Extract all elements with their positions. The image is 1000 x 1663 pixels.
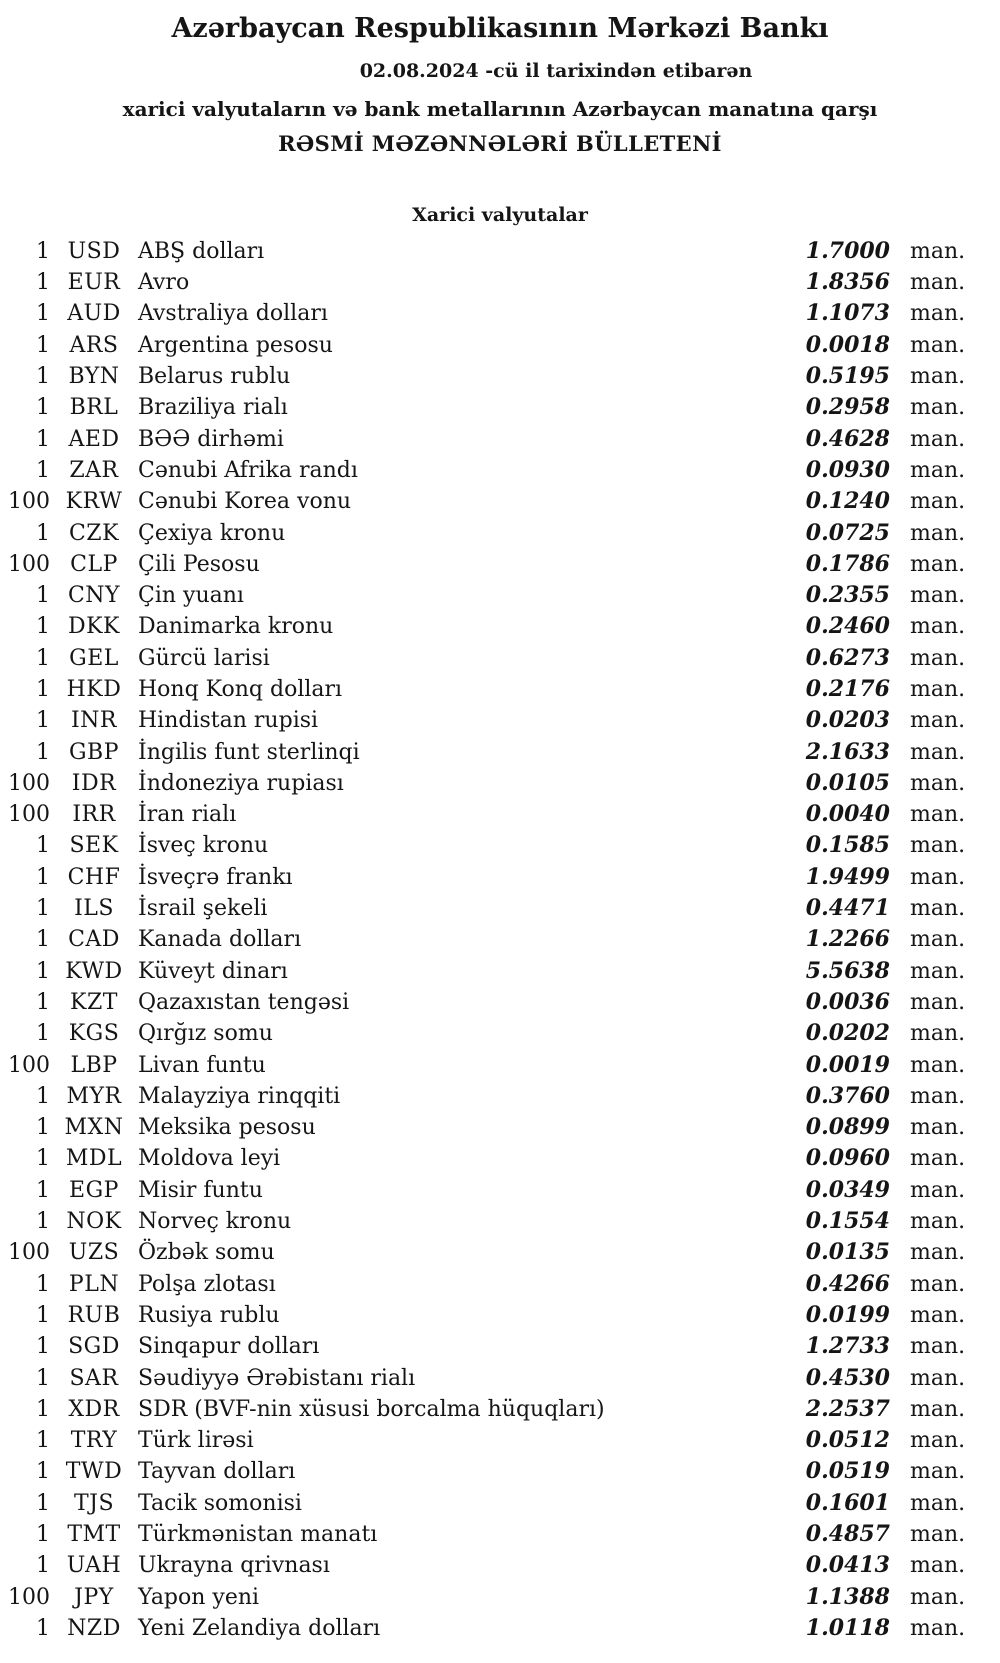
- currency-code-cell: BYN: [68, 364, 120, 390]
- rate-cell: 0.4857: [805, 1521, 890, 1547]
- rate-cell: 0.1240: [805, 488, 890, 515]
- currency-row: [0, 768, 1000, 799]
- currency-row: [0, 1018, 1000, 1049]
- rate-cell: 0.0512: [805, 1427, 890, 1454]
- quantity-cell: 1: [36, 583, 50, 609]
- currency-code-cell: NOK: [66, 1209, 122, 1235]
- unit-cell: man.: [910, 676, 966, 702]
- unit-cell: man.: [910, 1209, 966, 1235]
- rate-cell: 1.8356: [805, 269, 890, 296]
- unit-cell: man.: [910, 739, 966, 765]
- currency-code-cell: KWD: [65, 958, 123, 984]
- unit-cell: man.: [910, 1396, 966, 1422]
- quantity-cell: 1: [36, 1271, 50, 1297]
- currency-name-cell: SDR (BVF-nin xüsusi borcalma hüquqları): [138, 1396, 605, 1422]
- rate-cell: 0.5195: [805, 363, 890, 390]
- unit-cell: man.: [910, 551, 966, 577]
- rate-cell: 1.7000: [805, 237, 890, 264]
- unit-cell: man.: [910, 833, 966, 859]
- currency-name-cell: Türk lirəsi: [138, 1428, 254, 1454]
- currency-name-cell: Kanada dolları: [138, 927, 302, 953]
- unit-cell: man.: [910, 708, 966, 734]
- currency-row: [0, 862, 1000, 893]
- currency-name-cell: Meksika pesosu: [138, 1115, 316, 1141]
- currency-row: [0, 830, 1000, 861]
- unit-cell: man.: [910, 645, 966, 671]
- rate-cell: 0.0040: [805, 801, 890, 828]
- currency-code-cell: USD: [67, 238, 121, 264]
- rate-cell: 0.0105: [805, 769, 890, 796]
- currency-code-cell: KZT: [70, 989, 118, 1015]
- currency-name-cell: İsveç kronu: [138, 833, 269, 859]
- rate-cell: 0.4471: [805, 895, 890, 922]
- currency-name-cell: Honq Konq dolları: [138, 676, 343, 702]
- quantity-cell: 1: [36, 1428, 50, 1454]
- rate-cell: 0.0899: [805, 1114, 890, 1141]
- bulletin-official-title: RƏSMİ MƏZƏNNƏLƏRİ BÜLLETENİ: [278, 130, 722, 156]
- currency-row: [0, 1550, 1000, 1581]
- quantity-cell: 1: [36, 927, 50, 953]
- unit-cell: man.: [910, 1584, 966, 1610]
- currency-code-cell: UAH: [66, 1553, 122, 1579]
- currency-name-cell: Moldova leyi: [138, 1146, 281, 1172]
- quantity-cell: 1: [36, 864, 50, 890]
- quantity-cell: 1: [36, 1334, 50, 1360]
- currency-code-cell: JPY: [74, 1584, 114, 1610]
- rate-cell: 0.4530: [805, 1364, 890, 1391]
- bulletin-subtitle: xarici valyutaların və bank metallarının Azərbaycan manatına qarşı: [122, 96, 878, 121]
- rate-cell: 0.0413: [805, 1552, 890, 1579]
- unit-cell: man.: [910, 270, 966, 296]
- currency-code-cell: SGD: [68, 1334, 120, 1360]
- rate-cell: 0.6273: [805, 644, 890, 671]
- rate-cell: 1.0118: [805, 1614, 890, 1641]
- unit-cell: man.: [910, 896, 966, 922]
- currency-row: [0, 1394, 1000, 1425]
- quantity-cell: 1: [36, 1177, 50, 1203]
- currency-row: [0, 611, 1000, 642]
- currency-name-cell: İsrail şekeli: [138, 896, 268, 922]
- unit-cell: man.: [910, 1615, 966, 1641]
- rate-cell: 0.4628: [805, 425, 890, 452]
- currency-row: [0, 1456, 1000, 1487]
- currency-row: [0, 799, 1000, 830]
- currency-code-cell: EUR: [67, 270, 121, 296]
- currency-row: [0, 956, 1000, 987]
- currency-row: [0, 549, 1000, 580]
- currency-name-cell: Yapon yeni: [138, 1584, 260, 1610]
- currency-name-cell: Küveyt dinarı: [138, 958, 288, 984]
- currency-code-cell: CNY: [67, 583, 121, 609]
- currency-name-cell: ABŞ dolları: [138, 238, 265, 264]
- currency-row: [0, 705, 1000, 736]
- rate-cell: 0.0018: [805, 331, 890, 358]
- currency-name-cell: Tayvan dolları: [138, 1459, 296, 1485]
- unit-cell: man.: [910, 1428, 966, 1454]
- currency-name-cell: İndoneziya rupiası: [138, 770, 344, 796]
- quantity-cell: 1: [36, 1365, 50, 1391]
- currency-code-cell: TJS: [73, 1490, 115, 1516]
- rate-cell: 2.2537: [805, 1395, 890, 1422]
- quantity-cell: 1: [36, 520, 50, 546]
- quantity-cell: 1: [36, 364, 50, 390]
- rate-cell: 0.1554: [805, 1208, 890, 1235]
- currency-code-cell: GEL: [69, 645, 119, 671]
- currency-name-cell: Gürcü larisi: [138, 645, 270, 671]
- currency-rate-table: [0, 236, 1000, 1644]
- currency-row: [0, 1269, 1000, 1300]
- currency-name-cell: Avro: [138, 270, 190, 296]
- unit-cell: man.: [910, 1083, 966, 1109]
- currency-name-cell: İsveçrə frankı: [138, 864, 293, 890]
- rate-cell: 0.0036: [805, 988, 890, 1015]
- currency-code-cell: AED: [68, 426, 120, 452]
- currency-name-cell: Norveç kronu: [138, 1209, 292, 1235]
- currency-code-cell: IDR: [71, 770, 117, 796]
- currency-name-cell: Danimarka kronu: [138, 614, 334, 640]
- bank-title: Azərbaycan Respublikasının Mərkəzi Bankı: [171, 13, 829, 44]
- currency-row: [0, 1050, 1000, 1081]
- rate-cell: 0.2355: [805, 582, 890, 609]
- currency-row: [0, 1081, 1000, 1112]
- quantity-cell: 1: [36, 645, 50, 671]
- unit-cell: man.: [910, 457, 966, 483]
- section-title-foreign-currencies: Xarici valyutalar: [412, 204, 588, 227]
- currency-code-cell: AUD: [67, 301, 121, 327]
- currency-name-cell: Çin yuanı: [138, 583, 244, 609]
- rate-cell: 0.0135: [805, 1239, 890, 1266]
- currency-code-cell: TMT: [67, 1522, 121, 1547]
- currency-code-cell: MDL: [65, 1146, 123, 1172]
- rate-cell: 0.0519: [805, 1458, 890, 1485]
- currency-row: [0, 330, 1000, 361]
- currency-row: [0, 580, 1000, 611]
- unit-cell: man.: [910, 238, 966, 264]
- currency-row: [0, 674, 1000, 705]
- currency-code-cell: NZD: [67, 1615, 121, 1641]
- rate-cell: 1.9499: [805, 863, 890, 890]
- unit-cell: man.: [910, 770, 966, 796]
- currency-row: [0, 236, 1000, 267]
- currency-row: [0, 1175, 1000, 1206]
- quantity-cell: 100: [8, 489, 50, 515]
- unit-cell: man.: [910, 1177, 966, 1203]
- currency-row: [0, 392, 1000, 423]
- quantity-cell: 100: [8, 551, 50, 577]
- quantity-cell: 1: [36, 739, 50, 765]
- currency-name-cell: Tacik somonisi: [138, 1490, 302, 1516]
- unit-cell: man.: [910, 1302, 966, 1328]
- quantity-cell: 1: [36, 332, 50, 358]
- currency-row: [0, 1488, 1000, 1519]
- currency-name-cell: İngilis funt sterlinqi: [138, 739, 360, 765]
- currency-row: [0, 486, 1000, 517]
- currency-code-cell: CZK: [68, 520, 120, 546]
- currency-code-cell: KRW: [65, 489, 123, 515]
- currency-row: [0, 267, 1000, 298]
- unit-cell: man.: [910, 1021, 966, 1047]
- currency-row: [0, 1613, 1000, 1644]
- currency-name-cell: Belarus rublu: [138, 364, 291, 390]
- quantity-cell: 1: [36, 708, 50, 734]
- rate-cell: 0.1601: [805, 1489, 890, 1516]
- rate-cell: 0.0203: [805, 707, 890, 734]
- currency-name-cell: BƏƏ dirhəmi: [138, 426, 284, 452]
- unit-cell: man.: [910, 426, 966, 452]
- currency-row: [0, 455, 1000, 486]
- rate-cell: 0.0202: [805, 1020, 890, 1047]
- quantity-cell: 1: [36, 676, 50, 702]
- currency-code-cell: IRR: [72, 802, 116, 828]
- currency-code-cell: SEK: [69, 833, 119, 859]
- quantity-cell: 1: [36, 1021, 50, 1047]
- unit-cell: man.: [910, 489, 966, 515]
- quantity-cell: 1: [36, 1396, 50, 1422]
- quantity-cell: 100: [8, 802, 50, 828]
- currency-code-cell: PLN: [68, 1271, 120, 1297]
- quantity-cell: 1: [36, 426, 50, 452]
- unit-cell: man.: [910, 301, 966, 327]
- currency-code-cell: BRL: [69, 395, 119, 421]
- currency-row: [0, 893, 1000, 924]
- quantity-cell: 1: [36, 238, 50, 264]
- currency-name-cell: Misir funtu: [138, 1177, 263, 1203]
- quantity-cell: 1: [36, 395, 50, 421]
- unit-cell: man.: [910, 989, 966, 1015]
- quantity-cell: 1: [36, 1115, 50, 1141]
- quantity-cell: 100: [8, 1240, 50, 1266]
- currency-code-cell: INR: [70, 708, 117, 734]
- unit-cell: man.: [910, 520, 966, 546]
- currency-row: [0, 298, 1000, 329]
- unit-cell: man.: [910, 1146, 966, 1172]
- currency-name-cell: Səudiyyə Ərəbistanı rialı: [138, 1365, 416, 1391]
- currency-code-cell: TWD: [65, 1459, 123, 1485]
- currency-code-cell: GBP: [68, 739, 120, 765]
- currency-code-cell: UZS: [68, 1240, 120, 1266]
- currency-code-cell: CLP: [70, 551, 118, 577]
- currency-row: [0, 518, 1000, 549]
- quantity-cell: 1: [36, 270, 50, 296]
- currency-row: [0, 737, 1000, 768]
- currency-name-cell: İran rialı: [138, 802, 237, 828]
- currency-code-cell: MYR: [66, 1083, 122, 1109]
- rate-cell: 0.0349: [805, 1176, 890, 1203]
- unit-cell: man.: [910, 1459, 966, 1485]
- currency-name-cell: Polşa zlotası: [138, 1271, 276, 1297]
- currency-code-cell: CAD: [68, 927, 120, 953]
- quantity-cell: 1: [36, 958, 50, 984]
- rate-cell: 0.2958: [805, 394, 890, 421]
- currency-row: [0, 1143, 1000, 1174]
- currency-code-cell: HKD: [66, 676, 122, 702]
- unit-cell: man.: [910, 1240, 966, 1266]
- currency-name-cell: Braziliya rialı: [138, 395, 288, 421]
- bulletin-header: [0, 13, 1000, 156]
- rate-cell: 0.4266: [805, 1270, 890, 1297]
- currency-code-cell: RUB: [67, 1302, 121, 1328]
- rate-cell: 0.2176: [805, 675, 890, 702]
- currency-name-cell: Çexiya kronu: [138, 520, 286, 546]
- quantity-cell: 1: [36, 1490, 50, 1516]
- currency-row: [0, 1331, 1000, 1362]
- rate-cell: 2.1633: [805, 738, 890, 765]
- unit-cell: man.: [910, 332, 966, 358]
- rate-cell: 0.0930: [805, 456, 890, 483]
- currency-code-cell: MXN: [64, 1115, 124, 1141]
- currency-name-cell: Qırğız somu: [138, 1021, 273, 1047]
- currency-code-cell: KGS: [68, 1021, 120, 1047]
- quantity-cell: 1: [36, 1209, 50, 1235]
- currency-row: [0, 1519, 1000, 1550]
- quantity-cell: 1: [36, 457, 50, 483]
- quantity-cell: 1: [36, 833, 50, 859]
- quantity-cell: 1: [36, 1302, 50, 1328]
- currency-code-cell: ARS: [69, 332, 119, 358]
- currency-row: [0, 1206, 1000, 1237]
- rate-cell: 0.0019: [805, 1051, 890, 1078]
- quantity-cell: 1: [36, 1553, 50, 1579]
- rate-cell: 0.3760: [805, 1082, 890, 1109]
- currency-row: [0, 1425, 1000, 1456]
- rate-cell: 0.0960: [805, 1145, 890, 1172]
- currency-row: [0, 643, 1000, 674]
- rate-cell: 1.2266: [805, 926, 890, 953]
- currency-code-cell: CHF: [67, 864, 121, 890]
- quantity-cell: 1: [36, 1083, 50, 1109]
- quantity-cell: 100: [8, 1052, 50, 1078]
- unit-cell: man.: [910, 927, 966, 953]
- unit-cell: man.: [910, 1490, 966, 1516]
- currency-row: [0, 1363, 1000, 1394]
- rate-cell: 1.2733: [805, 1333, 890, 1360]
- currency-row: [0, 1582, 1000, 1613]
- currency-code-cell: ILS: [74, 896, 114, 922]
- rate-cell: 0.1585: [805, 832, 890, 859]
- unit-cell: man.: [910, 583, 966, 609]
- currency-code-cell: TRY: [70, 1428, 118, 1454]
- unit-cell: man.: [910, 1271, 966, 1297]
- currency-code-cell: SAR: [69, 1365, 119, 1391]
- unit-cell: man.: [910, 1052, 966, 1078]
- currency-name-cell: Türkmənistan manatı: [138, 1522, 378, 1547]
- currency-code-cell: EGP: [69, 1177, 119, 1203]
- rate-cell: 5.5638: [805, 957, 890, 984]
- currency-name-cell: Yeni Zelandiya dolları: [138, 1615, 381, 1641]
- unit-cell: man.: [910, 614, 966, 640]
- unit-cell: man.: [910, 802, 966, 828]
- unit-cell: man.: [910, 1522, 966, 1547]
- currency-code-cell: XDR: [68, 1396, 120, 1422]
- unit-cell: man.: [910, 1365, 966, 1391]
- quantity-cell: 1: [36, 896, 50, 922]
- currency-name-cell: Livan funtu: [138, 1052, 266, 1078]
- unit-cell: man.: [910, 1553, 966, 1579]
- currency-name-cell: Çili Pesosu: [138, 551, 260, 577]
- quantity-cell: 1: [36, 1522, 50, 1547]
- currency-name-cell: Argentina pesosu: [138, 332, 333, 358]
- currency-name-cell: Sinqapur dolları: [138, 1334, 320, 1360]
- currency-row: [0, 1237, 1000, 1268]
- currency-name-cell: Cənubi Afrika randı: [138, 457, 358, 483]
- rate-cell: 0.0199: [805, 1301, 890, 1328]
- currency-name-cell: Avstraliya dolları: [138, 301, 328, 327]
- quantity-cell: 1: [36, 1615, 50, 1641]
- rate-cell: 1.1388: [805, 1583, 890, 1610]
- currency-row: [0, 361, 1000, 392]
- unit-cell: man.: [910, 1115, 966, 1141]
- currency-name-cell: Özbək somu: [138, 1240, 275, 1266]
- rate-cell: 0.2460: [805, 613, 890, 640]
- currency-code-cell: ZAR: [69, 457, 119, 483]
- quantity-cell: 1: [36, 614, 50, 640]
- currency-name-cell: Ukrayna qrivnası: [138, 1553, 330, 1579]
- effective-date-line: 02.08.2024 -cü il tarixindən etibarən: [359, 60, 753, 83]
- currency-row: [0, 924, 1000, 955]
- currency-name-cell: Qazaxıstan tengəsi: [138, 989, 350, 1015]
- currency-name-cell: Malayziya rinqqiti: [138, 1083, 341, 1109]
- currency-name-cell: Hindistan rupisi: [138, 708, 319, 734]
- quantity-cell: 100: [8, 1584, 50, 1610]
- rate-cell: 0.1786: [805, 550, 890, 577]
- quantity-cell: 100: [8, 770, 50, 796]
- unit-cell: man.: [910, 395, 966, 421]
- currency-name-cell: Rusiya rublu: [138, 1302, 280, 1328]
- currency-code-cell: DKK: [67, 614, 120, 640]
- currency-row: [0, 1300, 1000, 1331]
- unit-cell: man.: [910, 364, 966, 390]
- currency-row: [0, 987, 1000, 1018]
- currency-name-cell: Cənubi Korea vonu: [138, 489, 352, 515]
- quantity-cell: 1: [36, 1146, 50, 1172]
- quantity-cell: 1: [36, 301, 50, 327]
- rate-cell: 1.1073: [805, 300, 890, 327]
- quantity-cell: 1: [36, 989, 50, 1015]
- unit-cell: man.: [910, 958, 966, 984]
- currency-code-cell: LBP: [70, 1052, 118, 1078]
- quantity-cell: 1: [36, 1459, 50, 1485]
- unit-cell: man.: [910, 1334, 966, 1360]
- unit-cell: man.: [910, 864, 966, 890]
- currency-row: [0, 1112, 1000, 1143]
- currency-row: [0, 424, 1000, 455]
- rate-cell: 0.0725: [805, 519, 890, 546]
